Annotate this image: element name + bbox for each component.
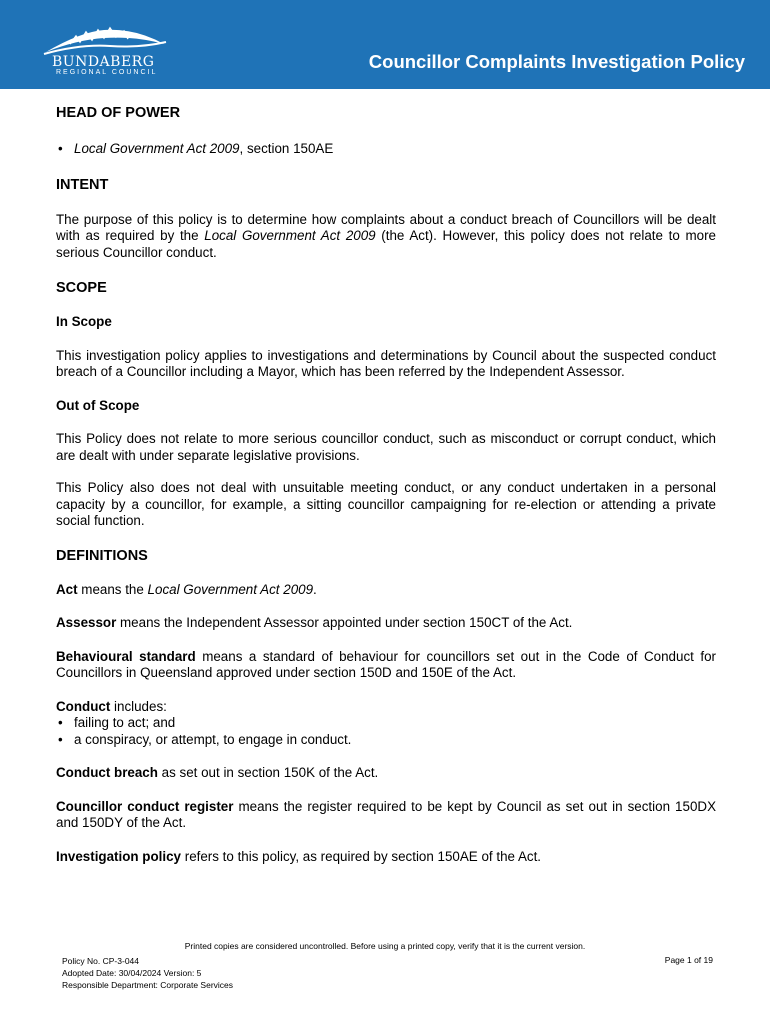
head-of-power-heading: HEAD OF POWER — [56, 105, 181, 121]
list-item: • a conspiracy, or attempt, to engage in conduct. — [56, 732, 716, 749]
in-scope-heading: In Scope — [56, 314, 112, 329]
adopted-date: Adopted Date: 30/04/2024 Version: 5 — [62, 968, 202, 978]
logo-subtitle: REGIONAL COUNCIL — [56, 69, 158, 76]
list-item: • failing to act; and — [56, 715, 716, 732]
definition-councillor-conduct-register: Councillor conduct register means the register required to be kept by Council as set out in section 150DX and 150DY of the Act. — [56, 798, 716, 830]
page-number: Page 1 of 19 — [664, 955, 713, 965]
definition-behavioural-standard: Behavioural standard means a standard of behaviour for councillors set out in the Code of Conduct for Councillors in Queensland approved under section 150D and 150E of the Act. — [56, 648, 716, 680]
document-title: Councillor Complaints Investigation Policy — [368, 51, 745, 72]
definition-investigation-policy: Investigation policy refers to this policy, as required by section 150AE of the Act. — [56, 848, 542, 864]
out-of-scope-paragraph-1: This Policy does not relate to more serious councillor conduct, such as misconduct or corrupt conduct, which are dealt with under separate legislative provisions. — [56, 431, 716, 463]
out-of-scope-paragraph-2: This Policy also does not deal with unsuitable meeting conduct, or any conduct undertaken in a personal capacity by a councillor, for example, a sitting councillor campaigning for re-election or attending a private social function. — [56, 480, 716, 528]
definitions-heading: DEFINITIONS — [56, 547, 148, 564]
out-of-scope-heading: Out of Scope — [56, 397, 140, 413]
policy-content — [56, 104, 716, 865]
intent-heading: INTENT — [56, 176, 109, 193]
footer-uncontrolled-note: Printed copies are considered uncontrolled. Before using a printed copy, verify that it is the current version. — [184, 941, 586, 951]
definition-act: Act means the Local Government Act 2009. — [56, 581, 317, 597]
head-of-power-list — [56, 141, 716, 158]
intent-paragraph: The purpose of this policy is to determine how complaints about a conduct breach of Councillors will be dealt with as required by the Local Government Act 2009 (the Act). However, this policy does not relate to more serious Councillor conduct. — [56, 211, 716, 260]
header-banner — [0, 0, 770, 89]
responsible-department: Responsible Department: Corporate Services — [62, 980, 234, 990]
definition-conduct: Conduct includes: — [56, 698, 167, 714]
policy-number: Policy No. CP-3-044 — [62, 956, 140, 966]
list-item: • Local Government Act 2009, section 150AE — [56, 141, 716, 158]
definition-conduct-breach: Conduct breach as set out in section 150K of the Act. — [56, 765, 379, 780]
logo-name: BUNDABERG — [52, 54, 155, 70]
definition-assessor: Assessor means the Independent Assessor appointed under section 150CT of the Act. — [56, 615, 573, 630]
in-scope-paragraph: This investigation policy applies to investigations and determinations by Council about the suspected conduct breach of a Councillor including a Mayor, which has been referred by the Independent Assessor. — [56, 347, 716, 379]
scope-heading: SCOPE — [56, 280, 107, 296]
footer-document-info — [62, 955, 233, 991]
conduct-list — [56, 715, 716, 748]
